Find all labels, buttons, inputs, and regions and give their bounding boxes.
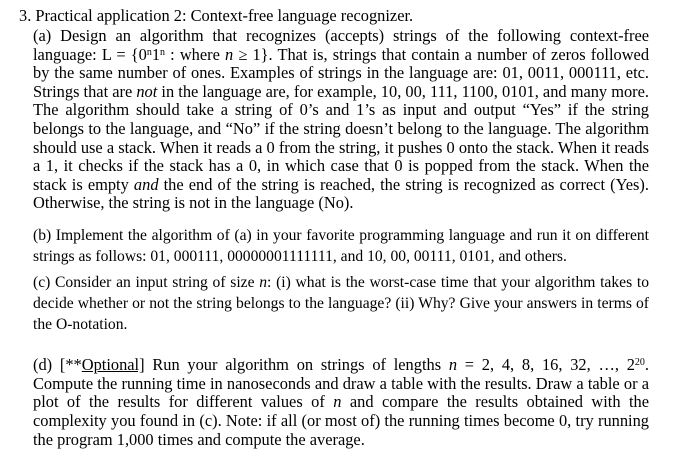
part-c-text-1: (c) Consider an input string of size (33, 273, 260, 291)
superscript-20: 20 (634, 356, 645, 368)
part-d-text-1: (d) [** (33, 354, 82, 374)
optional-label: Optional] (81, 354, 145, 374)
part-a-text-3: : where (165, 44, 225, 64)
part-a-text-6: the end of the string is reached, the string is recognized as correct (Yes). Otherwise, the string is not in the language (No). (33, 174, 649, 213)
superscript-n: n (146, 46, 152, 58)
variable-n: n (225, 44, 234, 64)
part-a-text-2: 1 (151, 44, 161, 64)
variable-n: n (448, 354, 458, 374)
part-a-text-4: ≥ 1}. That is, strings that contain a number of zeros followed by the same number of ones. Examples of strings in the language are: 01, 0011, 000111, etc. Strings that are (33, 44, 650, 101)
variable-n: n (259, 273, 268, 291)
variable-n: n (333, 392, 342, 412)
part-d-text-2: Run your algorithm on strings of lengths (144, 354, 449, 374)
part-a-text-1: (a) Design an algorithm that recognizes (accepts) strings of the following context-free language: L = {0 (33, 26, 649, 64)
part-d-text-4: . Compute the running time in nanoseconds and draw a table with the results. Draw a table or a plot of the results for different values of (33, 354, 650, 412)
emphasis-not: not (136, 81, 158, 101)
part-a-paragraph (33, 27, 649, 213)
question-heading: 3. Practical application 2: Context-free language recognizer. (19, 6, 414, 25)
emphasis-and: and (133, 174, 159, 194)
part-c-text-2: : (i) what is the worst-case time that your algorithm takes to decide whether or not the string belongs to the language? (ii) Why? Give your answers in terms of the O-notation. (33, 273, 649, 333)
part-d-paragraph (33, 356, 649, 450)
part-d-text-3: = 2, 4, 8, 16, 32, …, 2 (457, 354, 635, 374)
part-d-text-5: and compare the results obtained with the complexity you found in (c). Note: if all (or most of) the running times become 0, try running the program 1,000 times and compute the average. (33, 392, 649, 449)
part-b-paragraph: (b) Implement the algorithm of (a) in your favorite programming language and run it on different strings as follows: 01, 000111, 00000001111111, and 10, 00, 00111, 0101, and others. (33, 226, 649, 265)
part-c-paragraph (33, 272, 649, 335)
part-a-text-5: in the language are, for example, 10, 00, 111, 1100, 0101, and many more. The algorithm should take a string of 0’s and 1’s as input and output “Yes” if the string belongs to the language, and “No” if the string doesn’t belong to the language. The algorithm should use a stack. When it reads a 0 from the string, it pushes 0 onto the stack. When it reads a 1, it checks if the stack has a 0, in which case that 0 is popped from the stack. When the stack is empty (33, 81, 649, 194)
superscript-n: n (160, 46, 166, 58)
